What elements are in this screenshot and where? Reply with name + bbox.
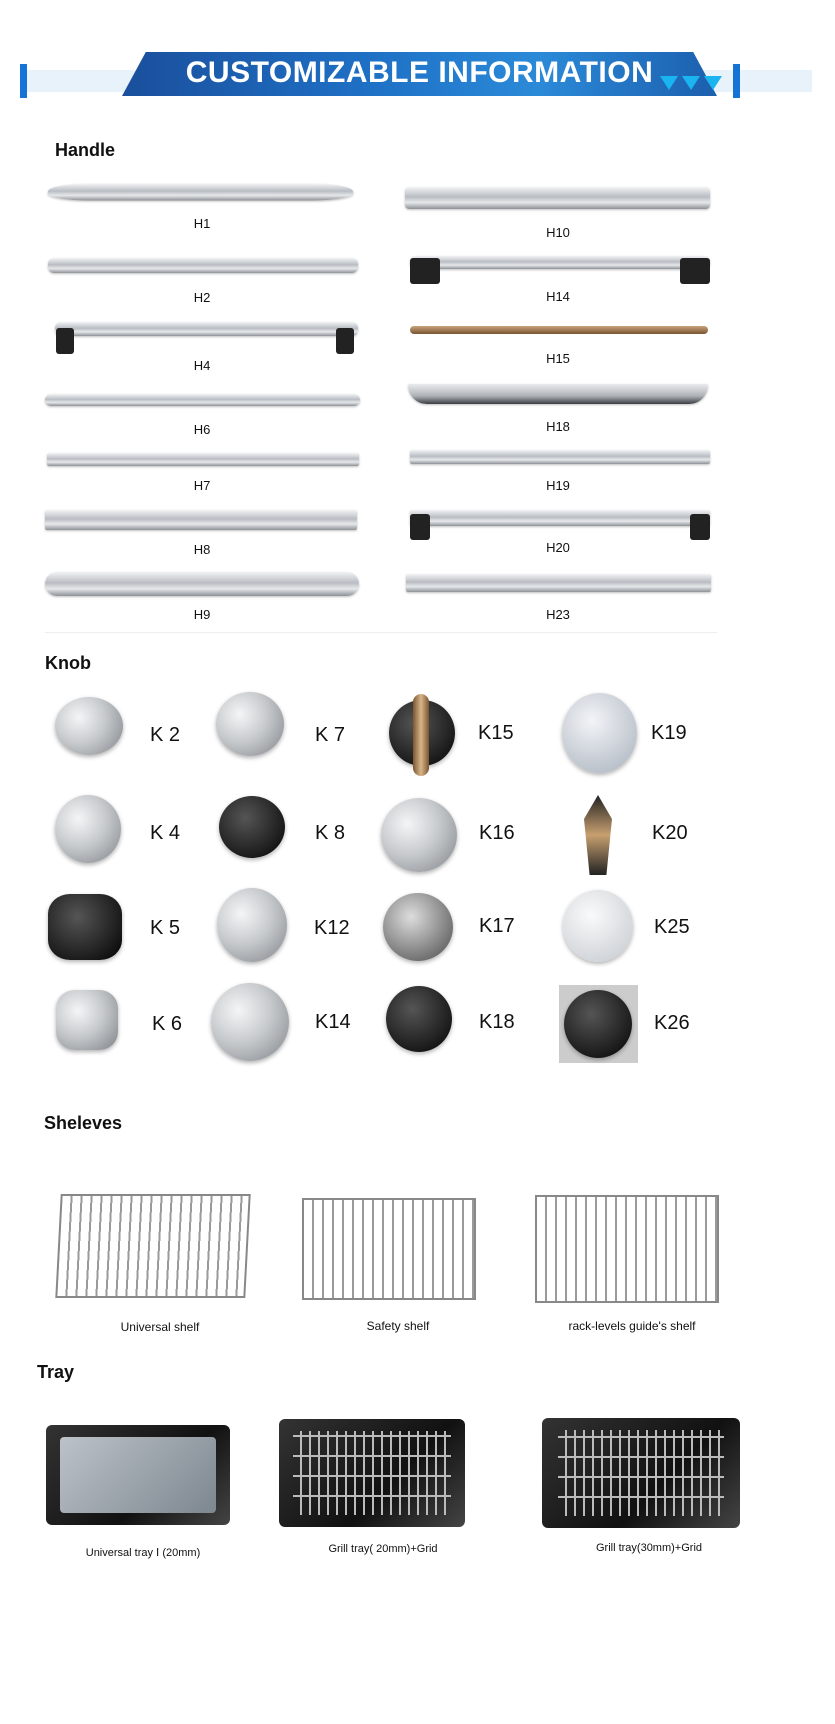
shelf-image-safety <box>302 1198 476 1300</box>
shelf-image-universal <box>55 1194 250 1298</box>
shelf-image-rack-levels <box>535 1195 719 1303</box>
handle-foot <box>336 328 354 354</box>
knob-label: K25 <box>654 916 690 938</box>
knob-label: K 5 <box>150 917 181 939</box>
knob-image-k12 <box>217 888 287 962</box>
handle-label: H9 <box>193 607 211 622</box>
tray-inner <box>60 1437 216 1513</box>
knob-label: K18 <box>479 1011 515 1033</box>
knob-image-k18 <box>386 986 452 1052</box>
knob-label: K17 <box>479 915 515 937</box>
knob-image-k20 <box>584 795 612 875</box>
knob-brass-handle <box>413 694 429 776</box>
handle-image-h20 <box>410 510 710 526</box>
shelves-section-title: Sheleves <box>44 1113 123 1133</box>
knob-label: K14 <box>315 1011 351 1033</box>
handle-label: H10 <box>546 225 570 240</box>
knob-image-k6 <box>56 990 118 1050</box>
knob-image-k19 <box>562 693 637 773</box>
handle-image-h7 <box>47 453 359 466</box>
divider <box>45 632 717 633</box>
handle-image-h14 <box>410 256 710 269</box>
handle-foot <box>410 514 430 540</box>
triangle-down-icon <box>704 76 722 90</box>
tray-label: Grill tray( 20mm)+Grid <box>328 1543 438 1555</box>
handle-label: H23 <box>546 607 570 622</box>
knob-label: K20 <box>652 822 688 844</box>
handle-image-h9 <box>45 572 359 596</box>
triangle-down-icon <box>660 76 678 90</box>
handle-label: H20 <box>546 540 570 555</box>
tray-image-universal <box>46 1425 230 1525</box>
knob-section-title: Knob <box>45 653 91 673</box>
knob-label: K 4 <box>150 822 181 844</box>
knob-label: K16 <box>479 822 515 844</box>
knob-image-k8 <box>219 796 285 858</box>
handle-label: H8 <box>193 542 211 557</box>
knob-label: K15 <box>478 722 514 744</box>
tray-label: Grill tray(30mm)+Grid <box>595 1542 703 1554</box>
tray-label: Universal tray Ⅰ (20mm) <box>85 1547 201 1559</box>
banner-left-bar <box>20 64 27 98</box>
handle-image-h10 <box>405 187 710 209</box>
handle-foot <box>410 258 440 284</box>
handle-label: H19 <box>546 478 570 493</box>
handle-foot <box>690 514 710 540</box>
knob-image-k16 <box>381 798 457 872</box>
knob-image-k5 <box>48 894 122 960</box>
shelf-label: Safety shelf <box>366 1319 430 1333</box>
handle-image-h6 <box>45 394 360 406</box>
handle-image-h1 <box>47 184 354 201</box>
handle-label: H1 <box>193 216 211 231</box>
handle-image-h8 <box>45 510 357 530</box>
handle-label: H7 <box>193 478 211 493</box>
handle-label: H14 <box>546 289 570 304</box>
shelf-label: Universal shelf <box>120 1320 200 1334</box>
knob-label: K12 <box>314 917 350 939</box>
knob-image-k7 <box>216 692 284 756</box>
tray-grid <box>558 1430 724 1516</box>
tray-image-grill-30mm <box>542 1418 740 1528</box>
knob-k26-dial <box>564 990 632 1058</box>
knob-label: K 8 <box>315 822 346 844</box>
handle-label: H2 <box>193 290 211 305</box>
banner-title: CUSTOMIZABLE INFORMATION <box>185 56 654 89</box>
handle-image-h4 <box>55 322 358 336</box>
handle-image-h2 <box>48 258 358 273</box>
knob-label: K 7 <box>315 724 346 746</box>
knob-image-k26 <box>559 985 638 1063</box>
tray-section-title: Tray <box>37 1362 75 1382</box>
shelf-label: rack-levels guide's shelf <box>568 1319 696 1333</box>
knob-image-k4 <box>55 795 121 863</box>
handle-label: H15 <box>546 351 570 366</box>
banner-right-bar <box>733 64 740 98</box>
handle-section-title: Handle <box>55 140 116 160</box>
knob-label: K19 <box>651 722 687 744</box>
handle-image-h23 <box>406 574 711 592</box>
triangle-down-icon <box>682 76 700 90</box>
knob-image-k2 <box>55 697 123 755</box>
handle-foot <box>56 328 74 354</box>
knob-image-k14 <box>211 983 289 1061</box>
handle-foot <box>680 258 710 284</box>
handle-label: H6 <box>193 422 211 437</box>
knob-label: K 6 <box>152 1013 183 1035</box>
knob-image-k25 <box>563 890 633 962</box>
handle-image-h18 <box>408 384 708 404</box>
tray-grid <box>293 1431 451 1515</box>
knob-image-k17 <box>383 893 453 961</box>
tray-image-grill-20mm <box>279 1419 465 1527</box>
handle-label: H4 <box>193 358 211 373</box>
knob-label: K26 <box>654 1012 690 1034</box>
knob-label: K 2 <box>150 724 181 746</box>
handle-image-h19 <box>410 450 710 464</box>
handle-label: H18 <box>546 419 570 434</box>
handle-image-h15 <box>410 326 708 334</box>
